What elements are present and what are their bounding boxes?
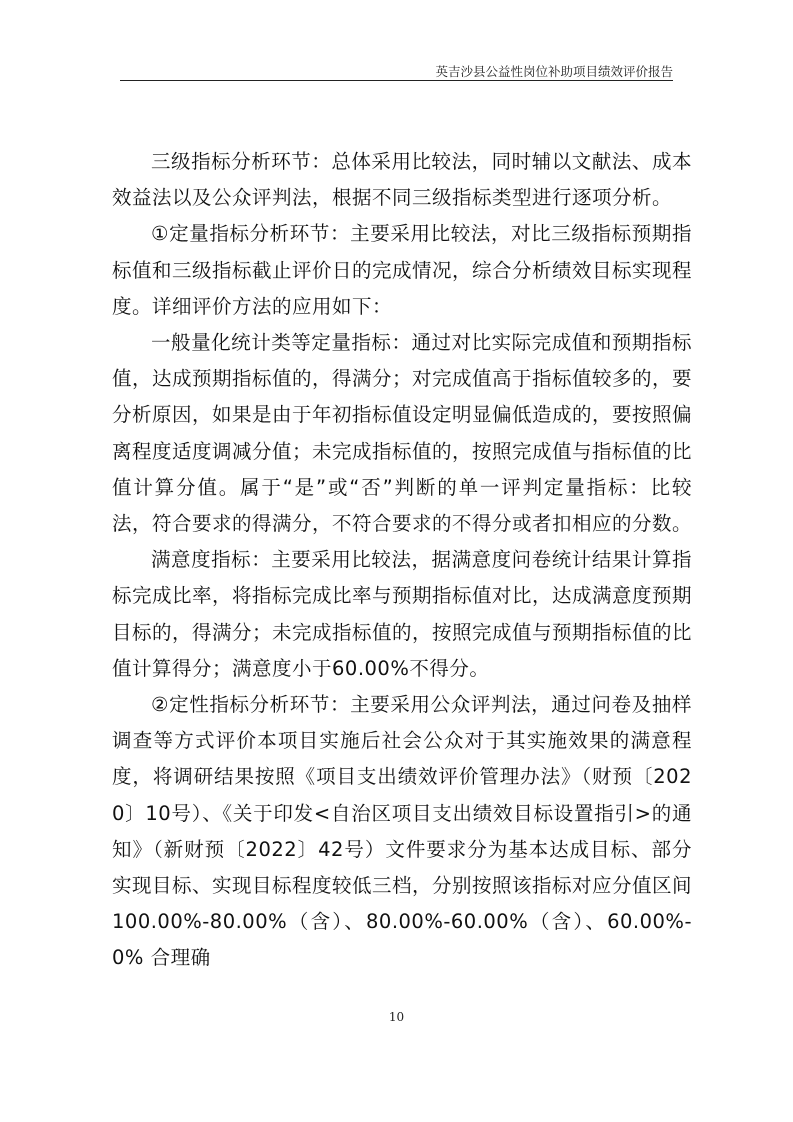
paragraph: 三级指标分析环节：总体采用比较法，同时辅以文献法、成本效益法以及公众评判法，根据不同三级指标类型进行逐项分析。 (112, 150, 692, 210)
paragraph: ②定性指标分析环节：主要采用公众评判法，通过问卷及抽样调查等方式评价本项目实施后社会公众对于其实施效果的满意程度，将调研结果按照《项目支出绩效评价管理办法》（财预〔2020〕10号）、《关于印发<自治区项目支出绩效目标设置指引>的通知》（新财预〔2022〕42号）文件要求分为基本达成目标、部分实现目标、实现目标程度较低三档，分别按照该指标对应分值区间100.00%-80.00%（含）、80.00%-60.00%（含）、60.00%-0% 合理确 (112, 693, 693, 970)
page-number: 10 (388, 1010, 405, 1024)
paragraph: 一般量化统计类等定量指标：通过对比实际完成值和预期指标值，达成预期指标值的，得满分；对完成值高于指标值较多的，要分析原因，如果是由于年初指标值设定明显偏低造成的，要按照偏离程度适度调减分值；未完成指标值的，按照完成值与指标值的比值计算分值。属于“是”或“否”判断的单一评判定量指标：比较法，符合要求的得满分，不符合要求的不得分或者扣相应的分数。 (112, 331, 693, 536)
document-body (112, 144, 692, 977)
paragraph: ①定量指标分析环节：主要采用比较法，对比三级指标预期指标值和三级指标截止评价日的完成情况，综合分析绩效目标实现程度。详细评价方法的应用如下： (112, 222, 693, 318)
page-header: 英吉沙县公益性岗位补助项目绩效评价报告 (435, 64, 673, 79)
paragraph: 满意度指标：主要采用比较法，据满意度问卷统计结果计算指标完成比率，将指标完成比率与预期指标值对比，达成满意度预期目标的，得满分；未完成指标值的，按照完成值与预期指标值的比值计算得分；满意度小于60.00%不得分。 (112, 548, 693, 680)
header-divider (120, 80, 673, 81)
